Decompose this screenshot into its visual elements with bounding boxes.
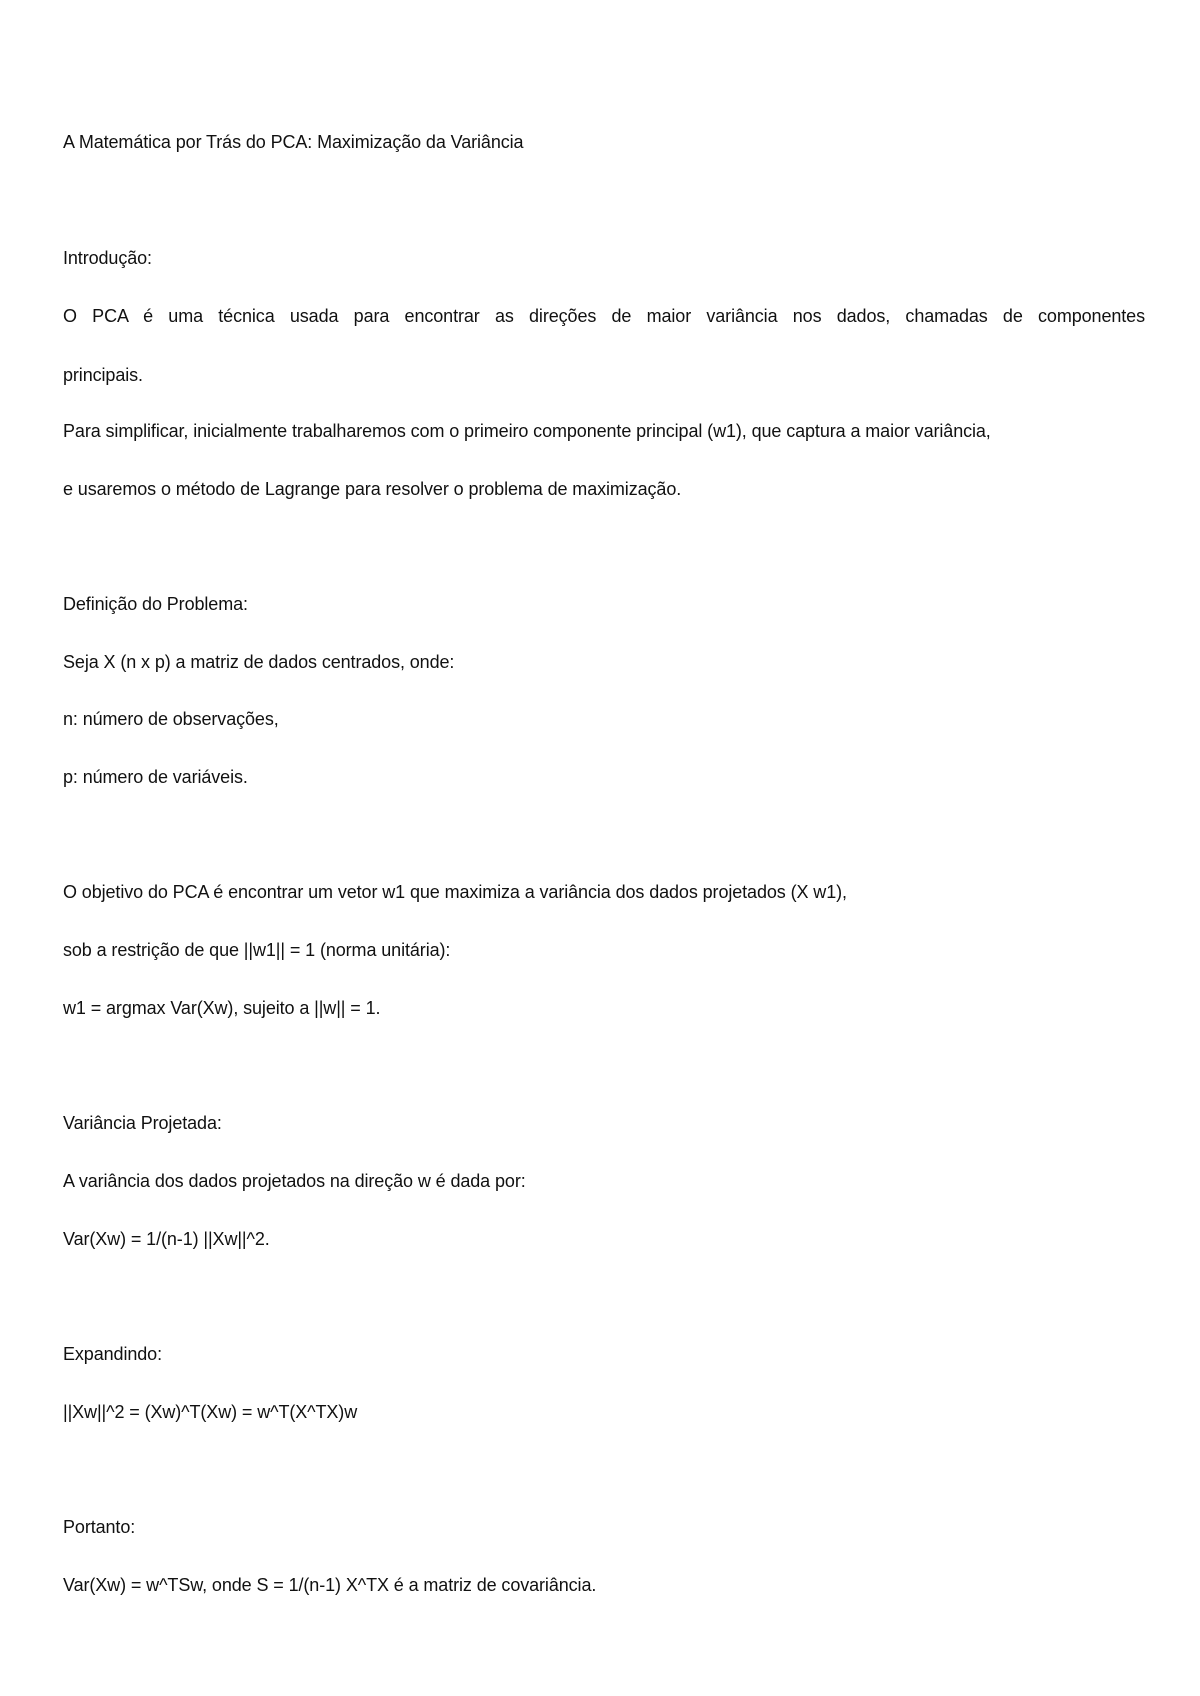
intro-paragraph-2-line-1: Para simplificar, inicialmente trabalharemos com o primeiro componente principal (w1), que captura a maior variância, (63, 421, 991, 441)
definition-line-2: n: número de observações, (63, 709, 279, 729)
document-title: A Matemática por Trás do PCA: Maximização da Variância (63, 132, 524, 152)
definition-line-1: Seja X (n x p) a matriz de dados centrados, onde: (63, 652, 455, 672)
intro-paragraph-1-line-2: principais. (63, 365, 143, 385)
intro-heading: Introdução: (63, 248, 152, 268)
objective-line-1: O objetivo do PCA é encontrar um vetor w1 que maximiza a variância dos dados projetados (X w1), (63, 882, 847, 902)
objective-line-3: w1 = argmax Var(Xw), sujeito a ||w|| = 1. (63, 998, 381, 1018)
intro-paragraph-1-line-1: O PCA é uma técnica usada para encontrar as direções de maior variância nos dados, chamadas de componentes (63, 306, 1145, 326)
therefore-line-1: Var(Xw) = w^TSw, onde S = 1/(n-1) X^TX é a matriz de covariância. (63, 1575, 597, 1595)
projected-variance-line-1: A variância dos dados projetados na direção w é dada por: (63, 1171, 526, 1191)
expanding-heading: Expandindo: (63, 1344, 162, 1364)
intro-paragraph-2-line-2: e usaremos o método de Lagrange para resolver o problema de maximização. (63, 479, 682, 499)
definition-line-3: p: número de variáveis. (63, 767, 248, 787)
expanding-line-1: ||Xw||^2 = (Xw)^T(Xw) = w^T(X^TX)w (63, 1402, 358, 1422)
definition-heading: Definição do Problema: (63, 594, 248, 614)
therefore-heading: Portanto: (63, 1517, 136, 1537)
projected-variance-line-2: Var(Xw) = 1/(n-1) ||Xw||^2. (63, 1229, 270, 1249)
objective-line-2: sob a restrição de que ||w1|| = 1 (norma unitária): (63, 940, 451, 960)
projected-variance-heading: Variância Projetada: (63, 1113, 222, 1133)
